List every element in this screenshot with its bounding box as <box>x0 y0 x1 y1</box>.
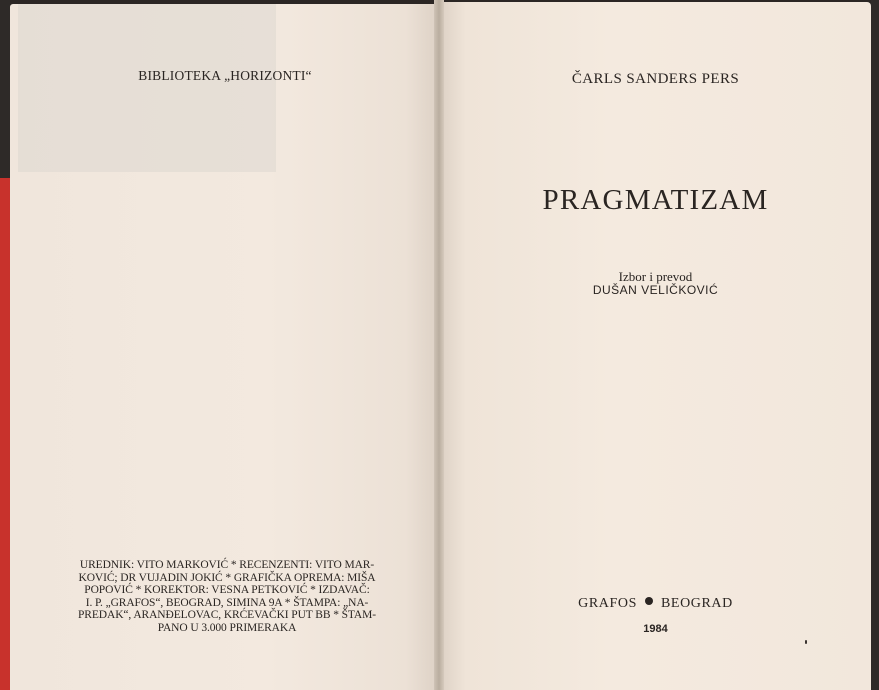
cover-edge-red <box>0 178 10 690</box>
imprint-line: POPOVIĆ * KOREKTOR: VESNA PETKOVIĆ * IZDAVAČ: <box>84 584 370 597</box>
imprint-line: PANO U 3.000 PRIMERAKA <box>157 621 297 634</box>
book-gutter <box>434 0 444 690</box>
imprint-line: PREDAK“, ARANĐELOVAC, KRĆEVAČKI PUT BB * ŠTAM- <box>78 609 376 622</box>
book-title: PRAGMATIZAM <box>542 184 769 216</box>
publisher-name: GRAFOS <box>578 596 637 611</box>
series-name: BIBLIOTEKA „HORIZONTI“ <box>138 68 312 83</box>
translator-name: DUŠAN VELIČKOVIĆ <box>592 283 719 297</box>
bullet-icon <box>645 597 653 605</box>
translation-label: Izbor i prevod <box>618 269 693 284</box>
imprint-line: I. P. „GRAFOS“, BEOGRAD, SIMINA 9A * ŠTAMPA: „NA- <box>85 596 369 609</box>
imprint-line: KOVIĆ; DR VUJADIN JOKIĆ * GRAFIČKA OPREMA: MIŠA <box>78 571 376 584</box>
publication-year: 1984 <box>643 623 668 635</box>
cover-edge-right <box>871 0 879 690</box>
publisher-city: BEOGRAD <box>660 596 733 611</box>
author-name: ČARLS SANDERS PERS <box>571 71 740 87</box>
paper-speck <box>805 640 807 644</box>
publisher-line <box>440 596 871 612</box>
right-page <box>440 2 871 690</box>
imprint-block <box>62 559 392 635</box>
imprint-line: UREDNIK: VITO MARKOVIĆ * RECENZENTI: VITO MAR- <box>79 559 375 571</box>
tape-mark <box>18 4 276 172</box>
